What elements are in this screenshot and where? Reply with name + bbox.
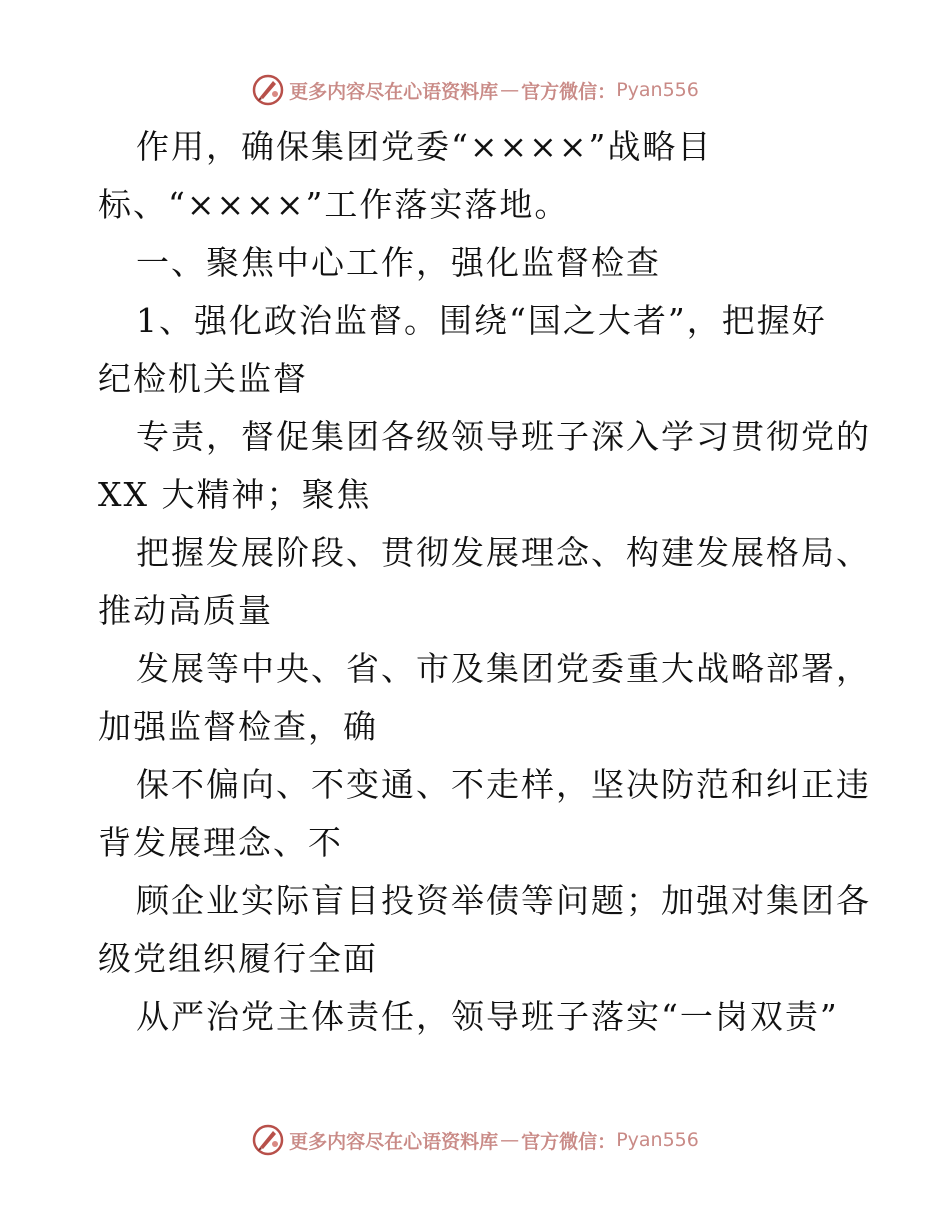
text-line: 加强监督检查，确 [98,707,378,746]
quill-logo-icon [251,73,285,107]
text-line: 作用，确保集团党委“××××”战略目 [136,127,713,166]
text-line: 把握发展阶段、贯彻发展理念、构建发展格局、 [136,533,871,572]
text-line: 纪检机关监督 [98,359,308,398]
text-line: 背发展理念、不 [98,823,343,862]
text-line: 从严治党主体责任，领导班子落实“一岗双责” [136,997,839,1036]
watermark-label: 官方微信： [521,1130,617,1153]
watermark-text: 更多内容尽在心语资料库 [289,80,499,103]
document-body [98,118,871,1046]
text-line: XX 大精神；聚焦 [98,475,372,514]
text-line: 推动高质量 [98,591,273,630]
text-line: 标、“××××”工作落实落地。 [98,185,570,224]
text-line: 专责，督促集团各级领导班子深入学习贯彻党的 [136,417,871,456]
watermark-text: 更多内容尽在心语资料库 [289,1130,499,1153]
watermark-dash: — [500,79,520,101]
text-line: 发展等中央、省、市及集团党委重大战略部署， [136,649,871,688]
watermark-dash: — [500,1129,520,1151]
header-watermark [0,70,950,110]
quill-logo-icon [251,1123,285,1157]
footer-watermark [0,1120,950,1160]
text-line: 1、强化政治监督。围绕“国之大者”，把握好 [136,301,827,340]
watermark-label: 官方微信： [521,80,617,103]
watermark-account: Pyan556 [616,1129,699,1151]
watermark-account: Pyan556 [616,79,699,101]
text-line: 级党组织履行全面 [98,939,378,978]
text-line: 保不偏向、不变通、不走样，坚决防范和纠正违 [136,765,871,804]
text-line: 顾企业实际盲目投资举债等问题；加强对集团各 [136,881,871,920]
section-heading: 一、聚焦中心工作，强化监督检查 [136,243,661,282]
